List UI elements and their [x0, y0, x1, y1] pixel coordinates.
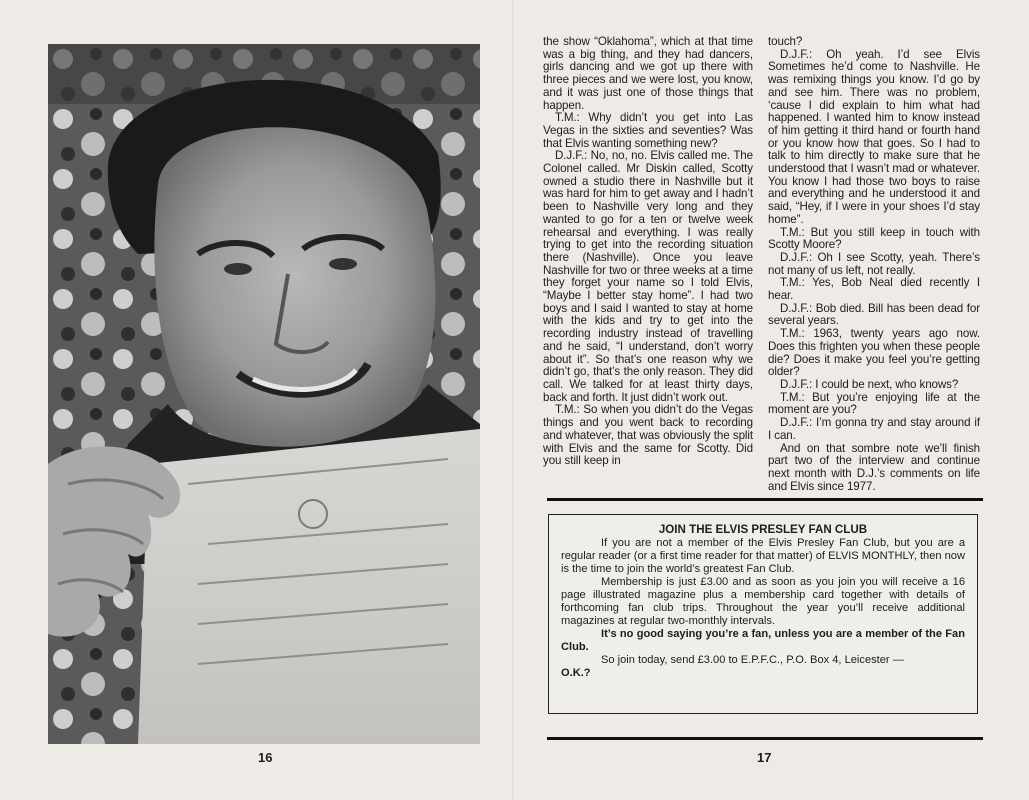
article-paragraph: T.M.: Why didn’t you get into Las Vegas in the sixties and seventies? Was that Elvis wanting something new?	[543, 111, 753, 150]
article-paragraph: And on that sombre note we’ll finish part two of the interview and continue next month with D.J.’s comments on life and Elvis since 1977.	[768, 441, 980, 493]
article-paragraph: D.J.F.: Oh yeah. I’d see Elvis Sometimes he’d come to Nashville. He was remixing things you know. I’d go by and see him. There was no problem, ‘cause I did explain to him what had happened. I wanted him to know instead of him getting it third hand or fourth hand or you know how that goes. So I had to talk to him directly to make sure that he understood that I wasn’t mad or whatever. You know I had those two boys to raise and everything and he understood it and said, “Hey, if I were in your shoes I’d stay home”.	[768, 47, 980, 226]
article-paragraph: D.J.F.: Oh I see Scotty, yeah. There’s not many of us left, not really.	[768, 250, 980, 277]
article-paragraph: T.M.: But you still keep in touch with Scotty Moore?	[768, 225, 980, 252]
fan-club-box	[548, 514, 978, 714]
fan-club-signoff: O.K.?	[561, 667, 591, 679]
article-paragraph: D.J.F.: I’m gonna try and stay around if I can.	[768, 416, 980, 442]
fan-club-paragraph: If you are not a member of the Elvis Presley Fan Club, but you are a regular reader (or a first time reader for that matter) of ELVIS MONTHLY, then now is the time to join the world’s greatest Fan Club.	[561, 537, 965, 575]
elvis-photo	[48, 44, 480, 744]
fan-club-paragraph: Membership is just £3.00 and as soon as you join you will receive a 16 page illustrated magazine plus a membership card together with details of forthcoming fan club trips. Throughout the year you’ll receive additional magazines at regular two-monthly intervals.	[561, 576, 965, 627]
article-paragraph: T.M.: But you’re enjoying life at the moment are you?	[768, 390, 980, 417]
article-paragraph: D.J.F.: Bob died. Bill has been dead for several years.	[768, 301, 980, 328]
fan-club-paragraph: So join today, send £3.00 to E.P.F.C., P.O. Box 4, Leicester —	[601, 654, 904, 666]
left-page	[0, 0, 514, 800]
fan-club-paragraph: It’s no good saying you’re a fan, unless you are a member of the Fan Club.	[561, 628, 965, 653]
article-paragraph: D.J.F.: No, no, no. Elvis called me. The Colonel called. Mr Diskin called, Scotty owned a studio there in Nashville but it was hard for him to get away and I hadn’t been to Nashville very long and they wanted to go for a ten or twelve week rehearsal and everything. I was really trying to get into the recording situation there (Nashville). Once you leave Nashville for two or three weeks at a time they forget your name so I told Elvis, “Maybe I better stay home”. I had two boys and I said I wanted to stay at home with the kids and try to get into the recording industry instead of travelling and he said, “I understand, don’t worry about it”. So that’s one reason why we didn’t go, that’s the only reason. They did call. We talked for at least thirty days, back and forth. It just didn’t work out.	[543, 149, 753, 404]
article-paragraph: the show “Oklahoma”, which at that time was a big thing, and they had dancers, girls dancing and we got up there with three pieces and we were lost, you know, and it was just one of those things that happen.	[543, 35, 753, 112]
fan-club-title: JOIN THE ELVIS PRESLEY FAN CLUB	[658, 523, 868, 536]
article-paragraph: touch?	[768, 35, 803, 48]
article-paragraph: D.J.F.: I could be next, who knows?	[780, 377, 959, 391]
article-paragraph: T.M.: 1963, twenty years ago now. Does this frighten you when these people die? Does it make you feel you’re getting older?	[768, 327, 980, 379]
page-number-left: 16	[258, 750, 273, 765]
article-paragraph: T.M.: Yes, Bob Neal died recently I hear.	[768, 276, 980, 303]
article-column-2	[768, 36, 980, 493]
divider-rule	[547, 737, 983, 740]
divider-rule	[547, 498, 983, 501]
article-paragraph: T.M.: So when you didn’t do the Vegas things and you went back to recording and whatever, that was obviously the split with Elvis and the same for Scotty. Did you still keep in	[543, 403, 753, 468]
page-number-right: 17	[757, 750, 772, 765]
article-column-1	[543, 36, 753, 468]
